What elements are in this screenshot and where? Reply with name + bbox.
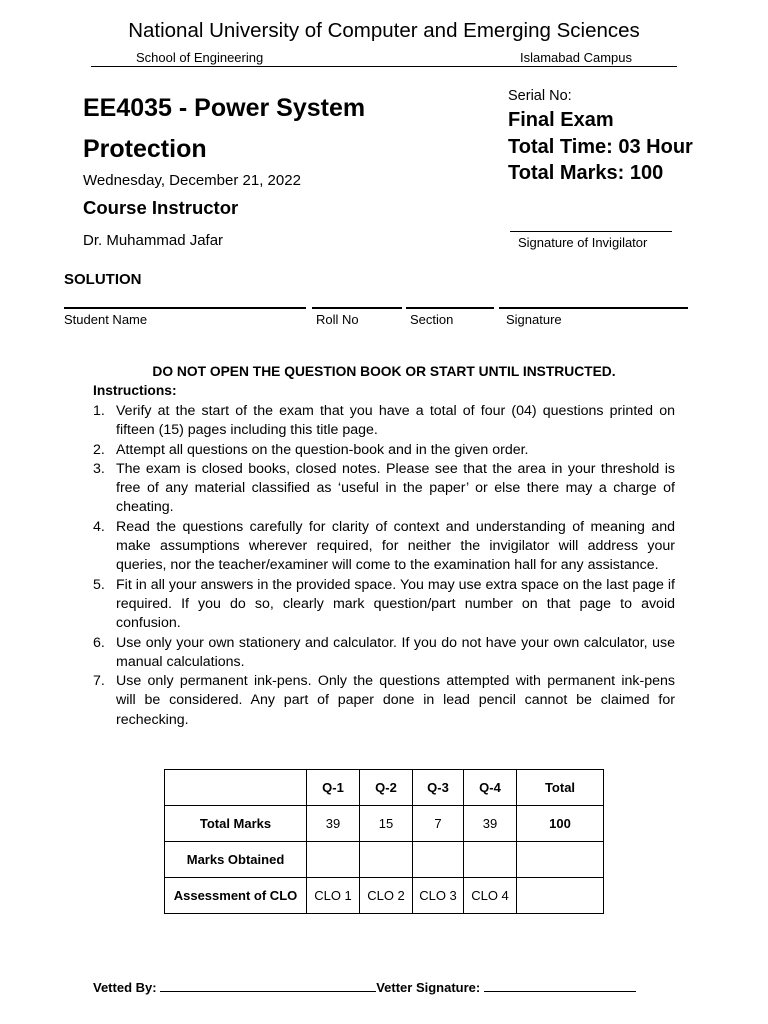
header-rule <box>91 66 677 67</box>
table-cell <box>517 842 604 878</box>
vetted-by-line <box>160 979 376 992</box>
section-label: Section <box>410 312 454 327</box>
vetting-footer <box>93 979 636 995</box>
table-cell: CLO 1 <box>307 878 360 914</box>
vetter-signature-label: Vetter Signature: <box>376 980 481 995</box>
roll-no-label: Roll No <box>316 312 359 327</box>
table-cell <box>413 842 464 878</box>
instruction-item: 1. Verify at the start of the exam that you have a total of four (04) questions printed on fifteen (15) pages including this title page. <box>93 403 675 439</box>
exam-date: Wednesday, December 21, 2022 <box>83 172 301 189</box>
vetter-signature-line <box>484 979 636 992</box>
table-cell: 39 <box>464 806 517 842</box>
table-cell-total: 100 <box>517 806 604 842</box>
table-cell: CLO 2 <box>360 878 413 914</box>
row-label-total-marks: Total Marks <box>165 806 307 842</box>
instruction-item: 4. Read the questions carefully for clarity of context and understanding of meaning and make assumptions wherever required, for neither the invigilator will address your queries, nor the teacher/examiner will come to the examination hall for any assistance. <box>93 518 675 574</box>
course-title: EE4035 - Power System Protection <box>83 94 366 163</box>
instructor-name: Dr. Muhammad Jafar <box>83 232 224 249</box>
campus-name: Islamabad Campus <box>520 50 632 65</box>
table-header-cell <box>165 770 307 806</box>
exam-type: Final Exam <box>508 109 614 131</box>
table-cell <box>464 842 517 878</box>
roll-no-line <box>312 307 402 309</box>
table-cell <box>360 842 413 878</box>
total-time: Total Time: 03 Hour <box>508 135 693 158</box>
vetted-by-label: Vetted By: <box>93 980 157 995</box>
table-cell <box>307 842 360 878</box>
table-header-row <box>165 770 604 806</box>
table-header-cell: Q-1 <box>307 770 360 806</box>
table-cell <box>517 878 604 914</box>
instruction-item: 6. Use only your own stationery and calculator. If you do not have your own calculator, use manual calculations. <box>93 634 675 670</box>
instructions-heading: Instructions: <box>93 383 177 398</box>
table-cell: CLO 3 <box>413 878 464 914</box>
signature-line <box>499 307 688 309</box>
table-cell: 7 <box>413 806 464 842</box>
warning-notice: DO NOT OPEN THE QUESTION BOOK OR START UNTIL INSTRUCTED. <box>152 364 616 379</box>
row-label-assessment-clo: Assessment of CLO <box>165 878 307 914</box>
signature-label: Signature <box>506 312 562 327</box>
table-cell: 39 <box>307 806 360 842</box>
solution-label: SOLUTION <box>64 271 142 288</box>
section-line <box>406 307 494 309</box>
instruction-item: 7. Use only permanent ink-pens. Only the questions attempted with permanent ink-pens will be considered. Any part of paper done in lead pencil cannot be claimed for rechecking. <box>93 673 675 728</box>
marks-table <box>164 769 604 914</box>
student-name-line <box>64 307 306 309</box>
instructor-heading: Course Instructor <box>83 197 239 218</box>
table-cell: 15 <box>360 806 413 842</box>
instructions-list <box>93 402 675 730</box>
instruction-item: 2. Attempt all questions on the question-book and in the given order. <box>93 441 529 458</box>
university-name: National University of Computer and Emerging Sciences <box>128 19 640 42</box>
table-cell: CLO 4 <box>464 878 517 914</box>
table-row <box>165 806 604 842</box>
instruction-item: 3. The exam is closed books, closed notes. Please see that the area in your threshold is free of any material classified as ‘useful in the paper’ or else there may a charge of cheating. <box>93 460 675 516</box>
table-header-cell: Q-2 <box>360 770 413 806</box>
table-header-cell: Q-4 <box>464 770 517 806</box>
student-name-label: Student Name <box>64 312 148 327</box>
total-marks: Total Marks: 100 <box>508 162 664 184</box>
row-label-marks-obtained: Marks Obtained <box>165 842 307 878</box>
exam-details <box>508 107 693 187</box>
invigilator-signature-label: Signature of Invigilator <box>518 235 648 250</box>
table-row <box>165 842 604 878</box>
table-header-cell: Total <box>517 770 604 806</box>
invigilator-signature-line <box>510 231 672 232</box>
table-header-cell: Q-3 <box>413 770 464 806</box>
school-name: School of Engineering <box>136 50 264 65</box>
table-row <box>165 878 604 914</box>
serial-number-label: Serial No: <box>508 88 572 104</box>
instruction-item: 5. Fit in all your answers in the provided space. You may use extra space on the last page if required. If you do so, clearly mark question/part number on that page to avoid confusion. <box>93 576 675 632</box>
